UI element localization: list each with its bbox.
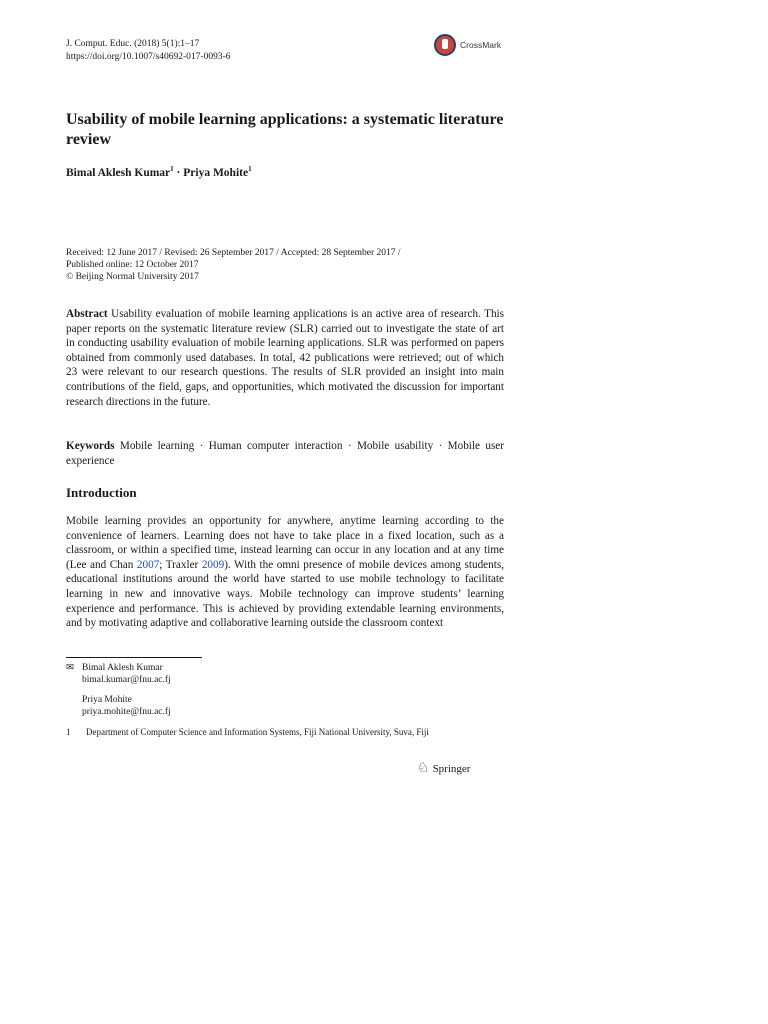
coauthor-name: Priya Mohite <box>82 694 132 705</box>
doi-link[interactable]: https://doi.org/10.1007/s40692-017-0093-6 <box>66 52 231 62</box>
article-title: Usability of mobile learning applications: a systematic literature review <box>66 111 504 148</box>
body-text: Mobile learning provides an opportunity for anywhere, anytime learning according to the convenience of learners. Learning does not have to take place in a fixed location, such as a classroom, or within a specified time, instead learning can occur in any location and at any time (Lee and Chan <box>66 515 504 571</box>
envelope-icon: ✉ <box>66 663 74 673</box>
journal-citation: J. Comput. Educ. (2018) 5(1):1–17 <box>66 39 200 49</box>
publication-dates <box>66 247 401 283</box>
publisher-logo <box>417 760 470 777</box>
springer-horse-icon: ♘ <box>417 761 430 776</box>
date-line: Received: 12 June 2017 / Revised: 26 September 2017 / Accepted: 28 September 2017 / <box>66 248 401 258</box>
section-heading: Introduction <box>66 485 137 500</box>
author-email[interactable]: bimal.kumar@fnu.ac.fj <box>82 675 171 686</box>
author-email[interactable]: priya.mohite@fnu.ac.fj <box>82 707 171 718</box>
affiliation-marker: 1 <box>248 165 252 173</box>
body-text: ). With the omni presence of mobile devices among students, educational institutions around the world have started to use mobile technology to facilitate learning in new and innovative ways. Mobile technology can improve students’ learning experience and performance. This is achieved by providing extendable learning environments, and by motivating adaptive and collaborative learning outside the classroom context <box>66 558 504 630</box>
publisher-name: Springer <box>432 762 471 775</box>
author-list <box>66 165 252 179</box>
affiliation-marker: 1 <box>170 165 174 173</box>
author-name[interactable]: Priya Mohite <box>183 166 249 179</box>
footnote-divider <box>66 657 202 658</box>
keywords-label: Keywords <box>66 440 115 452</box>
copyright-line: © Beijing Normal University 2017 <box>66 272 199 282</box>
affiliation-number: 1 <box>66 727 71 737</box>
author-name[interactable]: Bimal Aklesh Kumar <box>66 166 171 179</box>
affiliation-footnote <box>66 727 429 737</box>
author-separator: · <box>173 166 184 179</box>
affiliation-text: Department of Computer Science and Information Systems, Fiji National University, Suva, Fiji <box>86 727 429 737</box>
crossmark-icon <box>434 34 456 56</box>
date-line: Published online: 12 October 2017 <box>66 260 199 270</box>
abstract-text: Usability evaluation of mobile learning applications is an active area of research. This paper reports on the systematic literature review (SLR) carried out to investigate the state of art in conducting usability evaluation of mobile learning applications. SLR was performed on papers obtained from commonly used databases. In total, 42 publications were retrieved; out of which 23 were relevant to our research questions. The results of SLR provided an insight into main contributions of the field, gaps, and opportunities, which motivated the discussion for important research directions in the future. <box>66 308 504 408</box>
citation-link[interactable]: 2009 <box>201 558 225 571</box>
correspondence-block <box>66 662 171 719</box>
abstract <box>66 307 504 409</box>
introduction-paragraph <box>66 514 504 631</box>
crossmark-label: CrossMark <box>460 40 502 50</box>
keywords-text: Mobile learning · Human computer interaction · Mobile usability · Mobile user experience <box>66 440 505 467</box>
corresponding-author-name: Bimal Aklesh Kumar <box>82 663 163 673</box>
abstract-label: Abstract <box>66 308 108 320</box>
crossmark-badge[interactable] <box>434 34 501 56</box>
citation-link[interactable]: 2007 <box>136 558 160 571</box>
keywords <box>66 439 504 468</box>
body-text: ; Traxler <box>159 558 202 571</box>
